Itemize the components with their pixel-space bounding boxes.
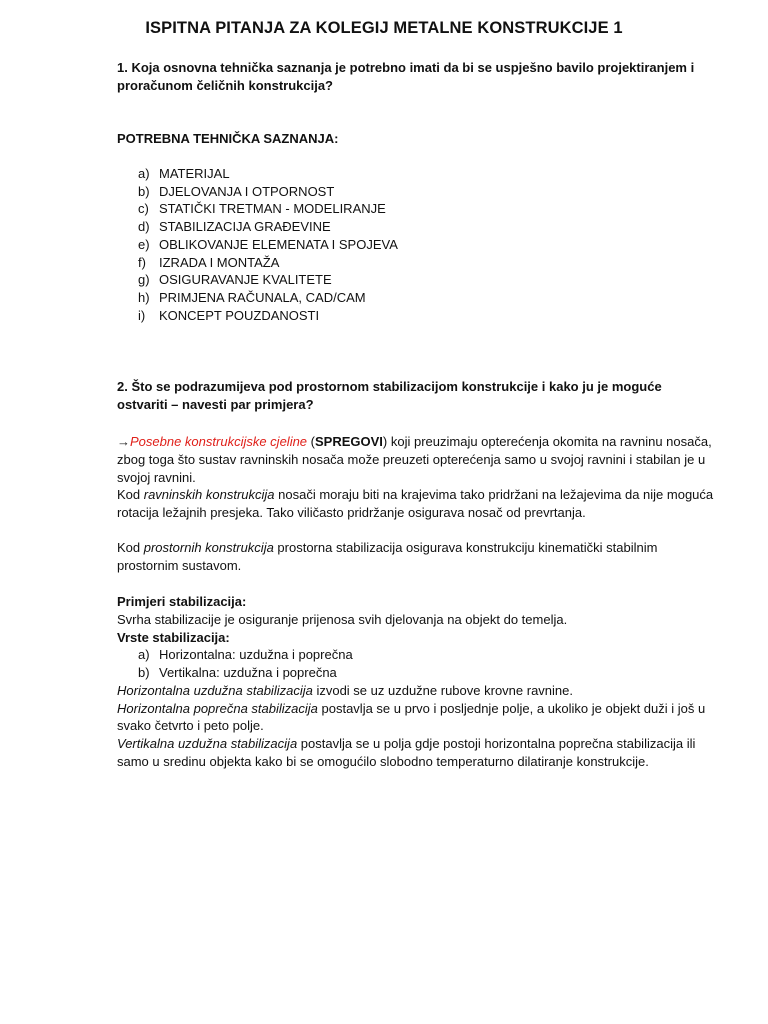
- knowledge-list-item: [117, 165, 717, 183]
- answer-1-heading: POTREBNA TEHNIČKA SAZNANJA:: [117, 131, 339, 146]
- stabilization-type-item: [117, 646, 717, 664]
- vertical-longitudinal-description: postavlja se u polja gdje postoji horizontalna poprečna stabilizacija ili samo u sredinu objekta kako bi se omogućilo slobodno temperaturno dilatiranje konstrukcije.: [117, 736, 696, 769]
- vertical-longitudinal-paragraph: [117, 735, 717, 771]
- knowledge-list-item: [117, 254, 717, 272]
- knowledge-list-item: [117, 200, 717, 218]
- planar-structures-paragraph: [117, 486, 717, 522]
- bracing-open-paren: (: [307, 434, 315, 449]
- knowledge-list-item: [117, 236, 717, 254]
- list-item-text: STATIČKI TRETMAN - MODELIRANJE: [159, 201, 386, 217]
- list-item-label: b): [138, 183, 150, 199]
- list-item-text: IZRADA I MONTAŽA: [159, 254, 280, 270]
- spatial-term: prostornih konstrukcija: [143, 540, 274, 555]
- list-item-text: Vertikalna: uzdužna i poprečna: [159, 665, 337, 681]
- planar-prefix: Kod: [117, 487, 144, 503]
- list-item-label: f): [138, 254, 146, 270]
- list-item-label: b): [138, 665, 150, 681]
- list-item-label: c): [138, 201, 149, 217]
- purpose-text: Svrha stabilizacije je osiguranje prijenosa svih djelovanja na objekt do temelja.: [117, 611, 568, 627]
- types-heading: Vrste stabilizacija:: [117, 629, 230, 645]
- knowledge-list-item: [117, 307, 717, 325]
- question-2-line-1: 2. Što se podrazumijeva pod prostornom stabilizacijom konstrukcije i kako ju je moguće: [117, 379, 662, 394]
- list-item-label: h): [138, 289, 150, 305]
- knowledge-list-item: [117, 183, 717, 201]
- list-item-text: KONCEPT POUZDANOSTI: [159, 307, 320, 323]
- horizontal-transverse-term: Horizontalna poprečna stabilizacija: [117, 700, 318, 716]
- answer-2-paragraph-2: [117, 539, 717, 575]
- knowledge-list-item: [117, 271, 717, 289]
- list-item-label: d): [138, 219, 150, 235]
- list-item-text: OSIGURAVANJE KVALITETE: [159, 272, 332, 288]
- planar-term: ravninskih konstrukcija: [143, 487, 275, 503]
- horizontal-transverse-paragraph: [117, 700, 717, 736]
- list-item-text: OBLIKOVANJE ELEMENATA I SPOJEVA: [159, 236, 398, 252]
- list-item-label: i): [138, 307, 146, 323]
- answer-1-section: [117, 130, 717, 148]
- stabilization-examples: [117, 593, 717, 771]
- planar-description: nosači moraju biti na krajevima tako pridržani na ležajevima da nije moguća rotacija ležajnih presjeka. Tako viličasto pridržanje osigurava nosač od prevrtanja.: [117, 487, 714, 521]
- document-title: ISPITNA PITANJA ZA KOLEGIJ METALNE KONSTRUKCIJE 1: [145, 19, 623, 37]
- bracing-paragraph: [117, 433, 717, 486]
- spatial-prefix: Kod: [117, 540, 144, 555]
- question-2-section: [117, 378, 717, 414]
- bracing-term: SPREGOVI: [315, 434, 383, 449]
- list-item-text: DJELOVANJA I OTPORNOST: [159, 183, 335, 199]
- list-item-label: a): [138, 647, 150, 663]
- arrow-icon: →: [117, 434, 130, 449]
- list-item-label: e): [138, 236, 150, 252]
- question-2-line-2: ostvariti – navesti par primjera?: [117, 396, 314, 412]
- list-item-text: Horizontalna: uzdužna i poprečna: [159, 647, 353, 663]
- knowledge-list: [117, 165, 717, 324]
- horizontal-transverse-description: postavlja se u prvo i posljednje polje, a ukoliko je objekt duži i još u svako četvrto i peto polje.: [117, 700, 706, 734]
- spatial-description: prostorna stabilizacija osigurava konstrukciju kinematički stabilnim prostornim sustavom.: [117, 540, 658, 573]
- horizontal-longitudinal-term: Horizontalna uzdužna stabilizacija: [117, 682, 313, 698]
- knowledge-list-item: [117, 289, 717, 307]
- answer-2-paragraph-1: [117, 433, 717, 522]
- knowledge-list-item: [117, 218, 717, 236]
- horizontal-longitudinal-description: izvodi se uz uzdužne rubove krovne ravnine.: [312, 682, 573, 698]
- examples-heading: Primjeri stabilizacija:: [117, 594, 247, 609]
- question-1-section: [117, 59, 717, 95]
- list-item-text: PRIMJENA RAČUNALA, CAD/CAM: [159, 289, 366, 305]
- horizontal-longitudinal-paragraph: [117, 682, 717, 700]
- list-item-label: a): [138, 166, 150, 181]
- stabilization-type-item: [117, 664, 717, 682]
- question-1-text: 1. Koja osnovna tehnička saznanja je potrebno imati da bi se uspješno bavilo projektiranjem i proračunom čeličnih konstrukcija?: [117, 60, 695, 93]
- special-units-term: Posebne konstrukcijske cjeline: [130, 434, 308, 449]
- list-item-label: g): [138, 272, 150, 288]
- list-item-text: MATERIJAL: [159, 166, 230, 181]
- list-item-text: STABILIZACIJA GRAĐEVINE: [159, 219, 331, 235]
- bracing-description: ) koji preuzimaju opterećenja okomita na ravninu nosača, zbog toga što sustav ravninskih nosača može preuzeti opterećenja samo u svojoj ravnini i stabilan je u svojoj ravnini.: [117, 434, 712, 485]
- spatial-structures-paragraph: [117, 539, 717, 575]
- vertical-longitudinal-term: Vertikalna uzdužna stabilizacija: [117, 736, 298, 752]
